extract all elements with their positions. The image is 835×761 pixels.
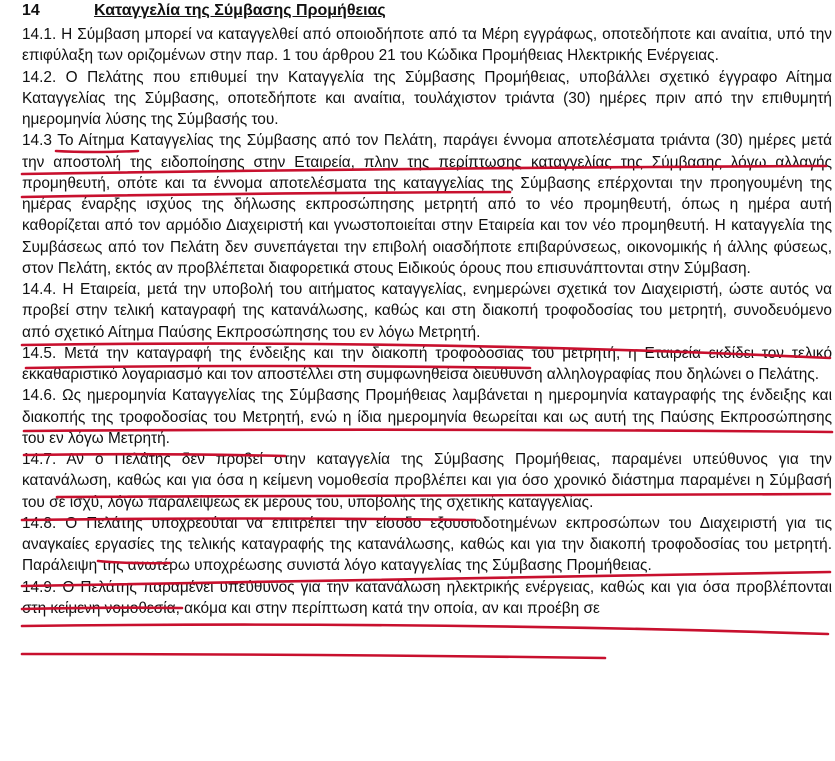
annotation-underline: [22, 625, 828, 634]
paragraph-14-4: 14.4. Η Εταιρεία, μετά την υποβολή του αιτήματος καταγγελίας, ενημερώνει σχετικά τον Διαχειριστή, ώστε αυτός να προβεί στην τελική καταγραφή της κατανάλωσης, καθώς και στη διακοπή τροφοδοσίας του μετρητή, συνοδευόμενο από σχετικό Αίτημα Παύσης Εκπροσώπησης του εν λόγω Μετρητή.: [22, 281, 832, 341]
paragraph-14-3: 14.3 Το Αίτημα Καταγγελίας της Σύμβασης από τον Πελάτη, παράγει έννομα αποτελέσματα τριάντα (30) ημέρες μετά την αποστολή της ειδοποίησης στην Εταιρεία, πλην της περίπτωσης καταγγελίας της Σύμβασης λόγω αλλαγής προμηθευτή, οπότε και τα έννομα αποτελέσματα της καταγγελίας της Σύμβασης επέρχονται την προηγουμένη της ημέρας έναρξης ισχύος της δήλωσης εκπροσώπησης μετρητή από το νέο προμηθευτή, όπως η ημέρα αυτή καθορίζεται από τον αρμόδιο Διαχειριστή και γνωστοποιείται στην Εταιρεία και τον νέο προμηθευτή. Η καταγγελία της Συμβάσεως από τον Πελάτη δεν συνεπάγεται την επιβολή οιασδήποτε επιβαρύνσεως, οικονομικής ή άλλης φύσεως, στον Πελάτη, εκτός αν προβλέπεται διαφορετικά στους Ειδικούς όρους που επισυνάπτονται στην Σύμβαση.: [22, 132, 832, 277]
section-title: Καταγγελία της Σύμβασης Προμήθειας: [94, 2, 386, 19]
paragraph-14-9: 14.9. Ο Πελάτης παραμένει υπεύθυνος για την κατανάλωση ηλεκτρικής ενέργειας, καθώς και για όσα προβλέπονται στη κείμενη νομοθεσία, ακόμα και στην περίπτωση κατά την οποία, αν και προέβη σε: [22, 578, 832, 617]
section-body: [22, 24, 832, 619]
paragraph-14-1: 14.1. Η Σύμβαση μπορεί να καταγγελθεί από οποιοδήποτε από τα Μέρη εγγράφως, οποτεδήποτε και αναίτια, υπό την επιφύλαξη των οριζομένων στην παρ. 1 του άρθρου 21 του Κώδικα Προμήθειας Ηλεκτρικής Ενέργειας.: [22, 26, 832, 65]
paragraph-14-8: 14.8. Ο Πελάτης υποχρεούται να επιτρέπει την είσοδο εξουσιοδοτημένων εκπροσώπων του Διαχειριστή για τις αναγκαίες εργασίες της τελικής καταγραφής της κατανάλωσης, καθώς και για την διακοπή τροφοδοσίας του μετρητή. Παράλειψη της ανωτέρω υποχρέωσης συνιστά λόγο καταγγελίας της Σύμβασης Προμήθειας.: [22, 514, 832, 575]
section-number: 14: [22, 2, 40, 19]
paragraph-14-6: 14.6. Ως ημερομηνία Καταγγελίας της Σύμβασης Προμήθειας λαμβάνεται η ημερομηνία καταγραφής της ένδειξης και διακοπής της τροφοδοσίας του Μετρητή, ενώ η ίδια ημερομηνία θεωρείται και ως αυτή της Παύσης Εκπροσώπησης του εν λόγω Μετρητή.: [22, 387, 832, 447]
paragraph-14-7: 14.7. Αν ο Πελάτης δεν προβεί στην καταγγελία της Σύμβασης Προμήθειας, παραμένει υπεύθυνος για την κατανάλωση, καθώς και για όσα η κείμενη νομοθεσία προβλέπει και για όσο χρονικό διάστημα παραμένει η Σύμβασή του σε ισχύ, λόγω παραλείψεως εκ μέρους του, υποβολής της σχετικής καταγγελίας.: [22, 451, 832, 511]
paragraph-14-2: 14.2. Ο Πελάτης που επιθυμεί την Καταγγελία της Σύμβασης Προμήθειας, υποβάλλει σχετικό έγγραφο Αίτημα Καταγγελίας της Σύμβασης, οποτεδήποτε και αναίτια, τουλάχιστον τριάντα (30) ημέρες πριν από την επιθυμητή ημερομηνία λύσης της Σύμβασής του.: [22, 68, 832, 128]
paragraph-14-5: 14.5. Μετά την καταγραφή της ένδειξης και την διακοπή τροφοδοσίας του μετρητή, η Εταιρεία εκδίδει τον τελικό εκκαθαριστικό λογαριασμό και τον αποστέλλει στη συμφωνηθείσα διεύθυνση αλληλογραφίας που δηλώνει ο Πελάτης.: [22, 344, 832, 383]
annotation-underline: [22, 654, 605, 658]
